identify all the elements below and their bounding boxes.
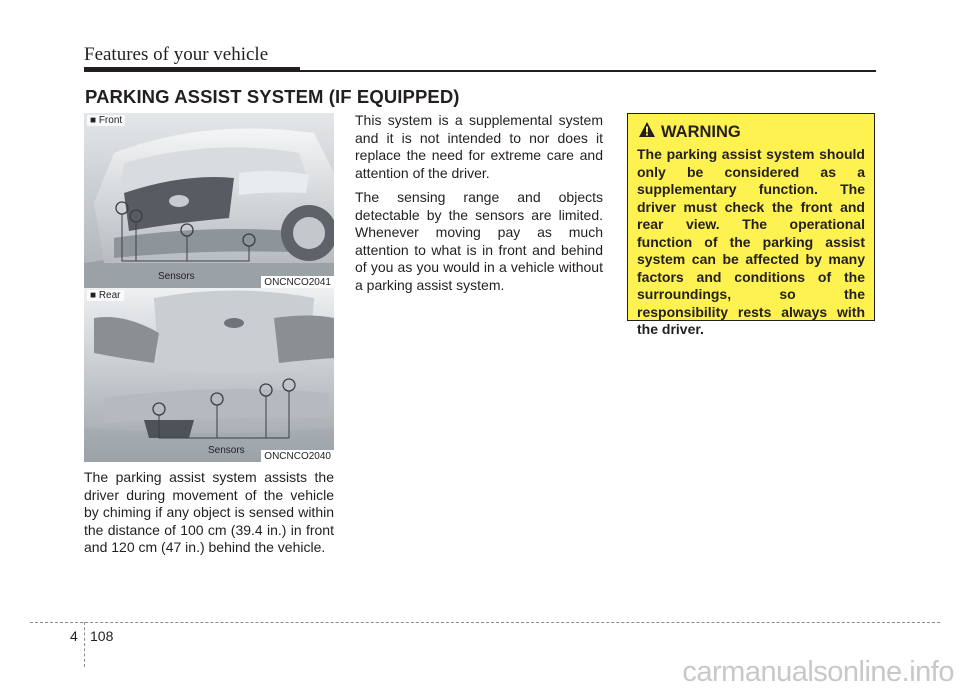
front-figure-label: ■ Front [87,115,125,126]
rear-figure-label: ■ Rear [87,290,124,301]
rear-car-illustration [84,288,334,462]
front-figure-code: ONCNCO2041 [261,276,334,288]
middle-paragraph-2: The sensing range and objects detectable by the sensors are limited. Whenever moving pay as much attention to what is in front and behind of you as you would in a vehicle without a parking assist system. [355,189,603,293]
middle-paragraph-1: This system is a supplemental system and it is not intended to nor does it replace the need for extreme care and attention of the driver. [355,112,603,181]
running-header: Features of your vehicle [84,44,269,65]
page-number: 108 [90,628,114,644]
front-sensors-photo [84,113,334,288]
rear-figure-code: ONCNCO2040 [261,450,334,462]
warning-text: The parking assist system should only be considered as a supplementary function. The driver must check the front and rear view. The operational function of the parking assist system can be affected by many factors and conditions of the surroundings, so the responsibility rests always with the driver. [637,146,865,337]
front-sensors-label: Sensors [158,271,195,282]
rear-sensors-label: Sensors [208,445,245,456]
warning-heading [639,122,865,142]
watermark: carmanualsonline.info [682,656,954,688]
warning-title: WARNING [661,122,741,141]
middle-column [355,112,603,301]
left-column-paragraph: The parking assist system assists the driver during movement of the vehicle by chiming if any object is sensed within the distance of 100 cm (39.4 in.) in front and 120 cm (47 in.) behind the vehicle. [84,469,334,555]
rear-sensors-photo [84,288,334,462]
header-rule-thin [300,70,876,72]
warning-box [627,113,875,337]
page-title: PARKING ASSIST SYSTEM (IF EQUIPPED) [85,86,460,107]
header-rule-thick [84,67,300,72]
footer-rule [30,622,940,623]
footer-divider [84,622,85,667]
warning-triangle-icon [639,122,655,142]
chapter-number: 4 [70,628,78,644]
front-car-illustration [84,113,334,288]
